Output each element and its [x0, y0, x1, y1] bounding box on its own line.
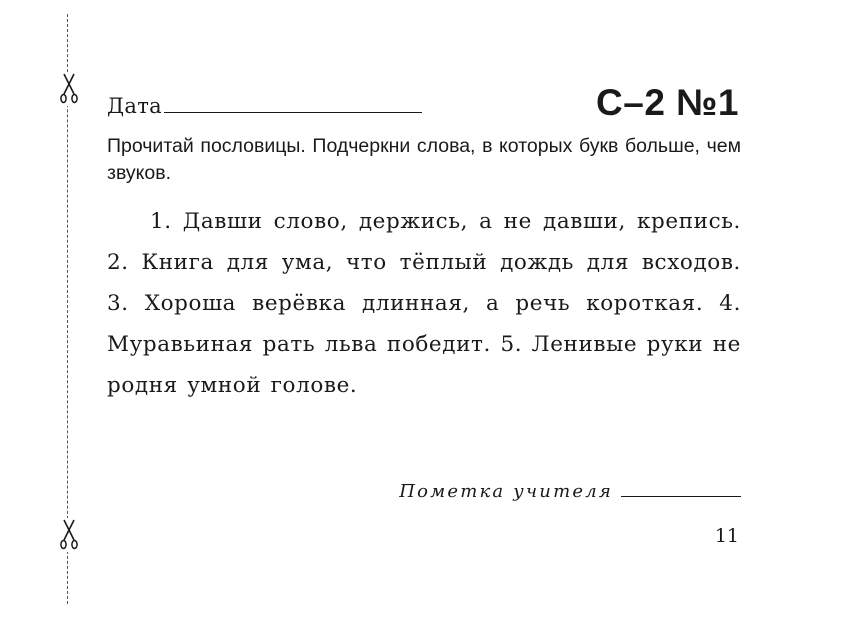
proverb-item: 4. Муравьиная рать льва победит.	[107, 291, 742, 357]
scissors-icon	[60, 518, 78, 552]
proverb-item: 3. Хороша верёвка длинная, а речь короткая.	[107, 291, 704, 316]
proverb-item: 2. Книга для ума, что тёплый дождь для всходов.	[107, 250, 741, 275]
proverbs-text	[107, 201, 741, 406]
worksheet-code: С–2 №1	[596, 82, 739, 123]
proverb-item: 1. Давши слово, держись, а не давши, крепись.	[150, 209, 741, 234]
proverb-item: 5. Ленивые руки не родня умной голове.	[107, 332, 741, 398]
teacher-note-label: Пометка учителя	[399, 481, 613, 502]
page-number: 11	[714, 525, 739, 547]
task-instruction: Прочитай пословицы. Подчеркни слова, в которых букв больше, чем звуков.	[107, 135, 741, 184]
scissors-icon	[60, 72, 78, 106]
date-blank-line	[164, 92, 422, 113]
teacher-note-blank-line	[621, 482, 741, 497]
date-label: Дата	[107, 94, 162, 118]
date-field	[107, 92, 422, 118]
teacher-note	[399, 481, 741, 502]
